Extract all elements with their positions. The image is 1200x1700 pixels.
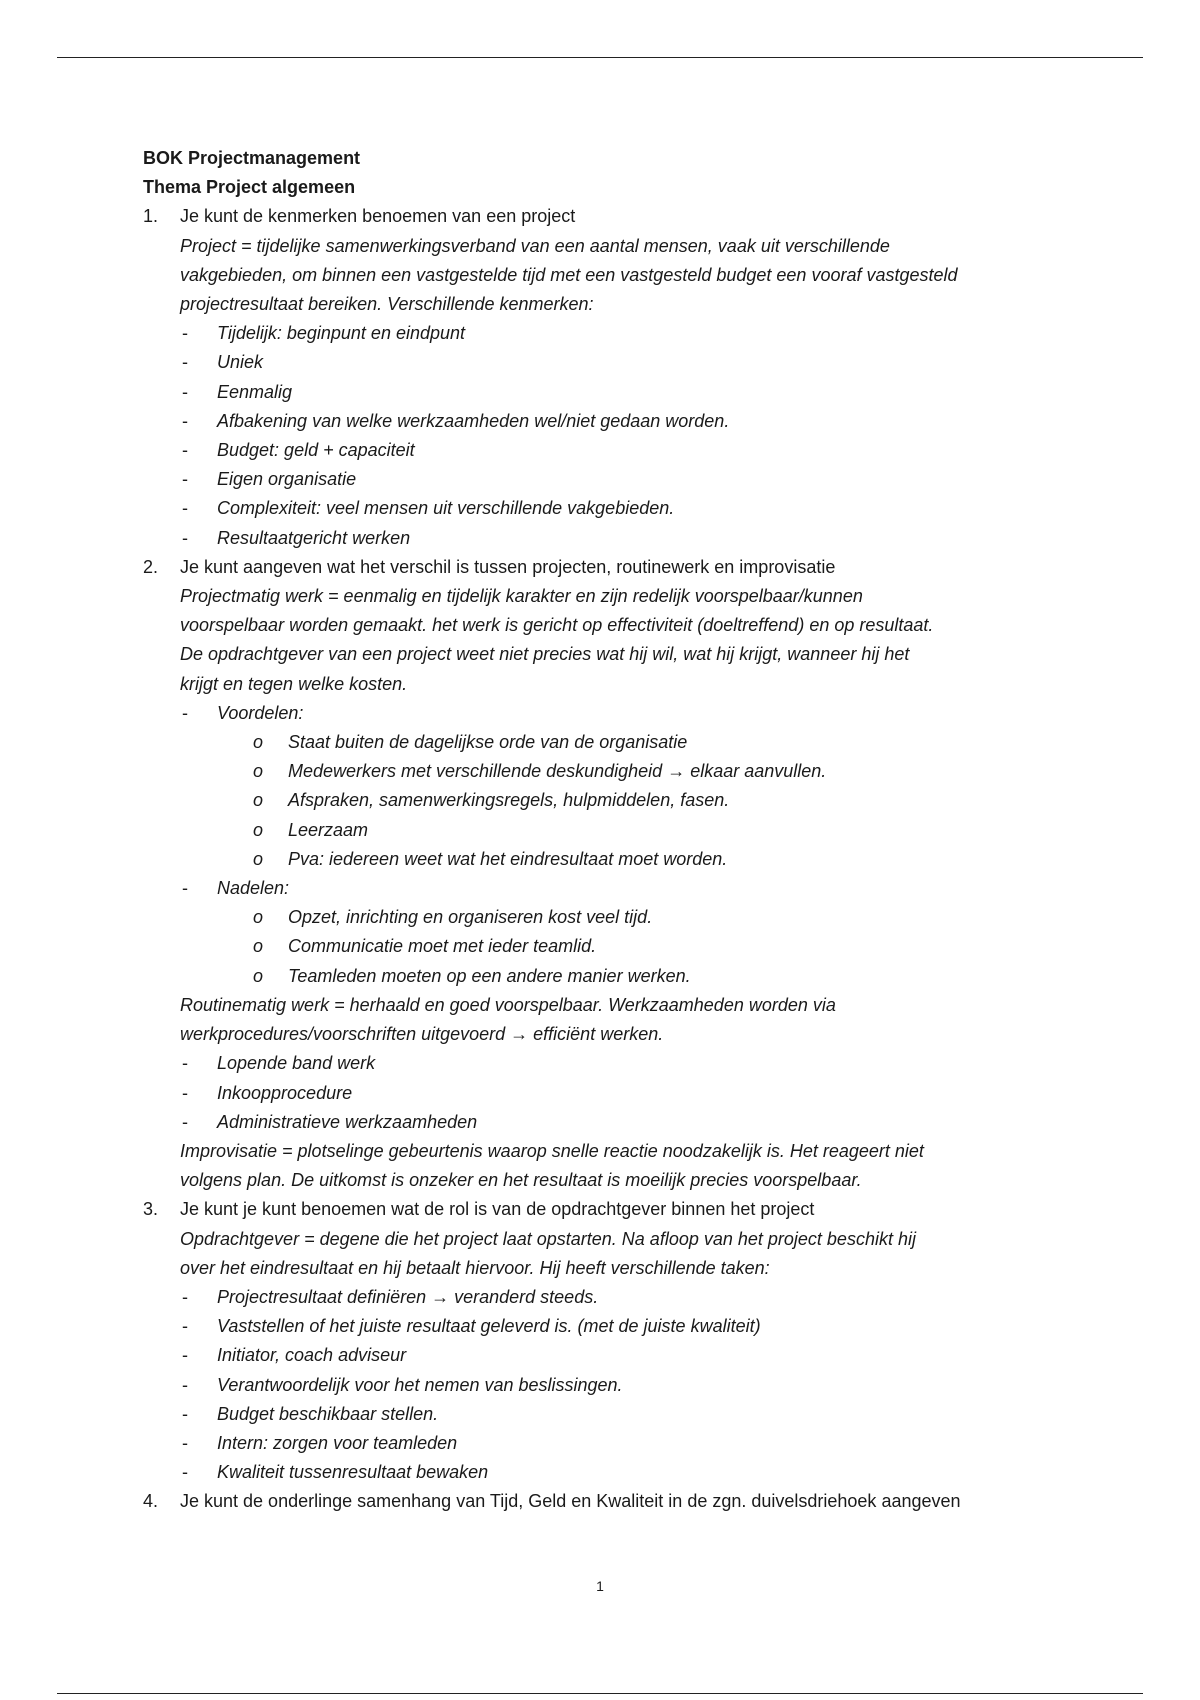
answer-line: Projectmatig werk = eenmalig en tijdelijk karakter en zijn redelijk voorspelbaar/kunnen (180, 586, 863, 607)
sub-list-item: o Afspraken, samenwerkingsregels, hulpmiddelen, fasen. (143, 786, 1083, 815)
question-text: Je kunt aangeven wat het verschil is tussen projecten, routinewerk en improvisatie (180, 556, 836, 577)
list-item: - Complexiteit: veel mensen uit verschillende vakgebieden. (143, 494, 1083, 523)
dash-bullet: - (182, 1374, 188, 1395)
circle-bullet-icon: o (253, 848, 264, 869)
dash-bullet: - (182, 352, 188, 373)
answer-line: werkprocedures/voorschriften uitgevoerd → efficiënt werken. (180, 1024, 664, 1045)
dash-bullet: - (182, 1345, 188, 1366)
answer-line: projectresultaat bereiken. Verschillende kenmerken: (180, 294, 594, 315)
list-item: - Intern: zorgen voor teamleden (143, 1429, 1083, 1458)
list-item: - Budget beschikbaar stellen. (143, 1400, 1083, 1429)
dash-bullet: - (182, 1403, 188, 1424)
question-text: Je kunt de kenmerken benoemen van een project (180, 206, 576, 227)
list-item: - Vaststellen of het juiste resultaat geleverd is. (met de juiste kwaliteit) (143, 1312, 1083, 1341)
list-item: - Inkoopprocedure (143, 1079, 1083, 1108)
list-item: - Administratieve werkzaamheden (143, 1108, 1083, 1137)
answer-line: Opdrachtgever = degene die het project laat opstarten. Na afloop van het project beschikt hij (180, 1228, 916, 1249)
answer-line: De opdrachtgever van een project weet niet precies wat hij wil, wat hij krijgt, wanneer hij het (180, 644, 910, 665)
doc-subtitle: Thema Project algemeen (143, 177, 356, 198)
list-item: - Afbakening van welke werkzaamheden wel/niet gedaan worden. (143, 407, 1083, 436)
dash-bullet: - (182, 1462, 188, 1483)
list-item (143, 874, 1083, 903)
footer-rule (57, 1693, 1143, 1694)
dash-bullet: - (182, 878, 188, 899)
list-item: - Eigen organisatie (143, 465, 1083, 494)
dash-bullet: - (182, 498, 188, 519)
sub-list-item: o Staat buiten de dagelijkse orde van de organisatie (143, 728, 1083, 757)
dash-bullet: - (182, 702, 188, 723)
answer-line: over het eindresultaat en hij betaalt hiervoor. Hij heeft verschillende taken: (180, 1257, 770, 1278)
question-text: Je kunt de onderlinge samenhang van Tijd, Geld en Kwaliteit in de zgn. duivelsdriehoek aangeven (180, 1491, 961, 1512)
sub-list-item: o Communicatie moet met ieder teamlid. (143, 932, 1083, 961)
question-number: 1. (143, 206, 159, 227)
answer-line: vakgebieden, om binnen een vastgestelde tijd met een vastgesteld budget een vooraf vastgesteld (180, 264, 958, 285)
answer-line: volgens plan. De uitkomst is onzeker en het resultaat is moeilijk precies voorspelbaar. (180, 1170, 862, 1191)
answer-line: voorspelbaar worden gemaakt. het werk is gericht op effectiviteit (doeltreffend) en op resultaat. (180, 615, 934, 636)
question-number: 3. (143, 1199, 159, 1220)
answer-line: Project = tijdelijke samenwerkingsverband van een aantal mensen, vaak uit verschillende (180, 235, 890, 256)
sub-list-item: o Teamleden moeten op een andere manier werken. (143, 962, 1083, 991)
list-item (143, 699, 1083, 728)
dash-bullet: - (182, 527, 188, 548)
doc-title: BOK Projectmanagement (143, 148, 361, 168)
list-item: - Kwaliteit tussenresultaat bewaken (143, 1458, 1083, 1487)
answer-line: Routinematig werk = herhaald en goed voorspelbaar. Werkzaamheden worden via (180, 994, 836, 1015)
sub-list-item: o Opzet, inrichting en organiseren kost veel tijd. (143, 903, 1083, 932)
list-item: - Tijdelijk: beginpunt en eindpunt (143, 319, 1083, 348)
list-item: - Verantwoordelijk voor het nemen van beslissingen. (143, 1371, 1083, 1400)
list-item: - Projectresultaat definiëren → veranderd steeds. (143, 1283, 1083, 1312)
dash-bullet: - (182, 1432, 188, 1453)
page-number: 1 (596, 1578, 604, 1594)
dash-bullet: - (182, 410, 188, 431)
nadelen-label: Nadelen: (217, 878, 290, 899)
question-4 (143, 1487, 1083, 1516)
list-item: - Lopende band werk (143, 1049, 1083, 1078)
question-1 (143, 202, 1083, 231)
sub-list-item: o Medewerkers met verschillende deskundigheid → elkaar aanvullen. (143, 757, 1083, 786)
circle-bullet-icon: o (253, 936, 264, 957)
question-2 (143, 553, 1083, 582)
answer-line: Improvisatie = plotselinge gebeurtenis waarop snelle reactie noodzakelijk is. Het reageert niet (180, 1140, 924, 1161)
list-item: - Resultaatgericht werken (143, 524, 1083, 553)
circle-bullet-icon: o (253, 965, 264, 986)
dash-bullet: - (182, 323, 188, 344)
dash-bullet: - (182, 1053, 188, 1074)
question-text: Je kunt je kunt benoemen wat de rol is van de opdrachtgever binnen het project (180, 1199, 815, 1220)
sub-list-item: o Leerzaam (143, 816, 1083, 845)
dash-bullet: - (182, 440, 188, 461)
circle-bullet-icon: o (253, 732, 264, 753)
dash-bullet: - (182, 1286, 188, 1307)
document-body (143, 144, 1083, 1517)
dash-bullet: - (182, 1111, 188, 1132)
question-number: 2. (143, 556, 159, 577)
dash-bullet: - (182, 469, 188, 490)
circle-bullet-icon: o (253, 819, 264, 840)
circle-bullet-icon: o (253, 907, 264, 928)
voordelen-label: Voordelen: (217, 702, 304, 723)
list-item: - Budget: geld + capaciteit (143, 436, 1083, 465)
circle-bullet-icon: o (253, 790, 264, 811)
question-number: 4. (143, 1491, 159, 1512)
list-item: - Eenmalig (143, 378, 1083, 407)
dash-bullet: - (182, 1082, 188, 1103)
dash-bullet: - (182, 381, 188, 402)
dash-bullet: - (182, 1316, 188, 1337)
list-item: - Uniek (143, 348, 1083, 377)
circle-bullet-icon: o (253, 761, 264, 782)
header-rule (57, 57, 1143, 58)
answer-line: krijgt en tegen welke kosten. (180, 673, 408, 694)
sub-list-item: o Pva: iedereen weet wat het eindresultaat moet worden. (143, 845, 1083, 874)
list-item: - Initiator, coach adviseur (143, 1341, 1083, 1370)
question-3 (143, 1195, 1083, 1224)
